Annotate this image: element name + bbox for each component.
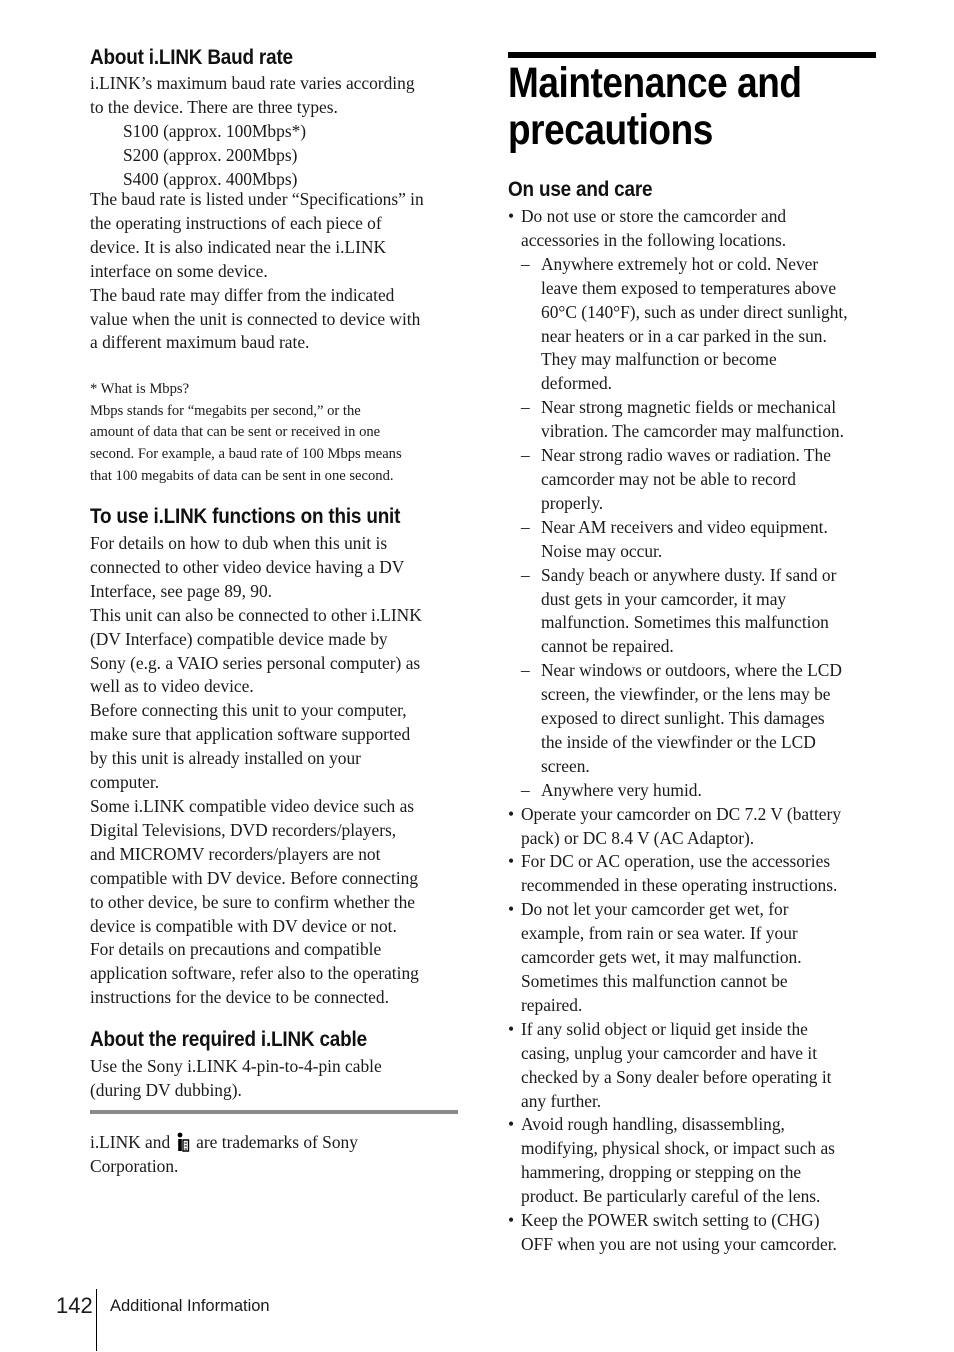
- use-and-care-heading: On use and care: [508, 178, 653, 201]
- page-number: 142: [56, 1293, 93, 1318]
- trademark-text-after: are trademarks of Sony: [196, 1132, 358, 1152]
- trademark-notice-line2: Corporation.: [90, 1156, 179, 1176]
- baud-type-s400: S400 (approx. 400Mbps): [123, 168, 298, 189]
- ilink-cable-body: Use the Sony i.LINK 4-pin-to-4-pin cable (during DV dubbing).: [90, 1056, 382, 1100]
- baud-type-s200: S200 (approx. 200Mbps): [123, 144, 298, 165]
- mbps-footnote: * What is Mbps? Mbps stands for “megabits per second,” or the amount of data that can be sent or received in one second. For example, a baud rate of 100 Mbps means that 100 megabits of data can be sent in one second.: [90, 381, 402, 484]
- ilink-logo-icon: [176, 1132, 190, 1152]
- list-item: – Near windows or outdoors, where the LCD screen, the viewfinder, or the lens may be exposed to direct sunlight. This damages the inside of the viewfinder or the LCD screen.: [508, 659, 876, 779]
- page-title: Maintenance and precautions: [508, 59, 802, 154]
- list-item: – Near strong magnetic fields or mechanical vibration. The camcorder may malfunction.: [508, 396, 876, 444]
- list-item: • Do not let your camcorder get wet, for example, from rain or sea water. If your camcorder gets wet, it may malfunction. Sometimes this malfunction cannot be repaired.: [508, 898, 876, 1018]
- trademark-text-before: i.LINK and: [90, 1132, 171, 1152]
- list-item: • If any solid object or liquid get inside the casing, unplug your camcorder and have it checked by a Sony dealer before operating it any further.: [508, 1018, 876, 1114]
- list-item: • Keep the POWER switch setting to (CHG) OFF when you are not using your camcorder.: [508, 1209, 876, 1257]
- ilink-functions-body: For details on how to dub when this unit is connected to other video device having a DV Interface, see page 89, 90. This unit can also be connected to other i.LINK (DV Interface) compatible device made by Sony (e.g. a VAIO series personal computer) as well as to video device. Before connecting this unit to your computer, make sure that application software supported by this unit is already installed on your computer. Some i.LINK compatible video device such as Digital Televisions, DVD recorders/players, and MICROMV recorders/players are not compatible with DV device. Before connecting to other device, be sure to confirm whether the device is compatible with DV device or not. For details on precautions and compatible application software, refer also to the operating instructions for the device to be connected.: [90, 533, 422, 1008]
- list-item: – Anywhere extremely hot or cold. Never leave them exposed to temperatures above 60°C (140°F), such as under direct sunlight, near heaters or in a car parked in the sun. They may malfunction or become deformed.: [508, 253, 876, 396]
- list-item: • Operate your camcorder on DC 7.2 V (battery pack) or DC 8.4 V (AC Adaptor).: [508, 803, 876, 851]
- list-item: – Anywhere very humid.: [508, 779, 876, 803]
- ilink-cable-heading: About the required i.LINK cable: [90, 1028, 367, 1051]
- footer-divider: [96, 1289, 97, 1351]
- list-item: – Near strong radio waves or radiation. The camcorder may not be able to record properly.: [508, 444, 876, 516]
- list-item: – Sandy beach or anywhere dusty. If sand or dust gets in your camcorder, it may malfunction. Sometimes this malfunction cannot be repaired.: [508, 564, 876, 660]
- title-top-rule: [508, 52, 876, 58]
- ilink-functions-heading: To use i.LINK functions on this unit: [90, 505, 401, 528]
- list-item: • Avoid rough handling, disassembling, modifying, physical shock, or impact such as hammering, dropping or stepping on the product. Be particularly careful of the lens.: [508, 1113, 876, 1209]
- baud-rate-body: The baud rate is listed under “Specifications” in the operating instructions of each piece of device. It is also indicated near the i.LINK interface on some device. The baud rate may differ from the indicated value when the unit is connected to device with a different maximum baud rate.: [90, 189, 424, 353]
- list-item: – Near AM receivers and video equipment. Noise may occur.: [508, 516, 876, 564]
- baud-rate-intro: i.LINK’s maximum baud rate varies according to the device. There are three types.: [90, 73, 415, 117]
- baud-rate-heading: About i.LINK Baud rate: [90, 46, 293, 69]
- footer-section-title: Additional Information: [110, 1297, 270, 1315]
- precautions-list: [508, 205, 876, 1257]
- baud-type-s100: S100 (approx. 100Mbps*): [123, 120, 307, 141]
- list-item: • Do not use or store the camcorder and accessories in the following locations.: [508, 205, 876, 253]
- list-item: • For DC or AC operation, use the accessories recommended in these operating instructions.: [508, 850, 876, 898]
- section-divider: [90, 1110, 458, 1114]
- trademark-notice: [90, 1131, 458, 1155]
